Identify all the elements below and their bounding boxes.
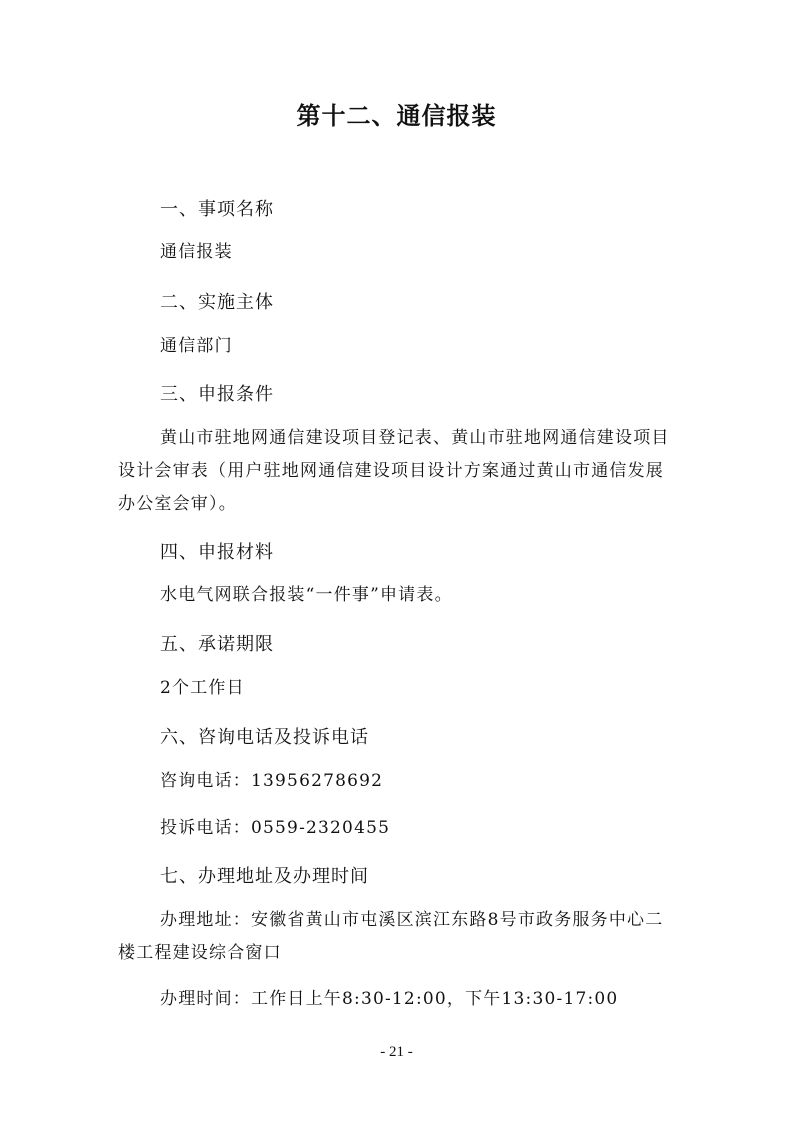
section-body-implementer: 通信部门 — [160, 336, 233, 356]
section-heading-address-hours: 七、办理地址及办理时间 — [160, 866, 369, 887]
complaint-phone: 投诉电话：0559-2320455 — [160, 818, 391, 838]
section-body-conditions: 黄山市驻地网通信建设项目登记表、黄山市驻地网通信建设项目设计会审表（用户驻地网通信建设项目设计方案通过黄山市通信发展办公室会审）。 — [118, 428, 670, 514]
section-heading-item-name: 一、事项名称 — [160, 199, 274, 220]
section-body-deadline: 2个工作日 — [160, 678, 245, 698]
section-heading-implementer: 二、实施主体 — [160, 292, 274, 313]
page-number: - 21 - — [380, 1044, 413, 1060]
section-heading-deadline: 五、承诺期限 — [160, 634, 274, 655]
section-body-materials: 水电气网联合报装“一件事”申请表。 — [160, 585, 453, 605]
section-body-item-name: 通信报装 — [160, 242, 233, 262]
section-heading-phones: 六、咨询电话及投诉电话 — [160, 727, 369, 748]
consult-phone: 咨询电话：13956278692 — [160, 771, 384, 791]
page-title: 第十二、通信报装 — [296, 101, 497, 130]
section-heading-materials: 四、申报材料 — [160, 542, 274, 563]
office-address: 办理地址：安徽省黄山市屯溪区滨江东路8号市政务服务中心二楼工程建设综合窗口 — [118, 910, 664, 963]
section-heading-conditions: 三、申报条件 — [160, 384, 274, 405]
office-hours: 办理时间：工作日上午8:30-12:00，下午13:30-17:00 — [160, 989, 619, 1009]
